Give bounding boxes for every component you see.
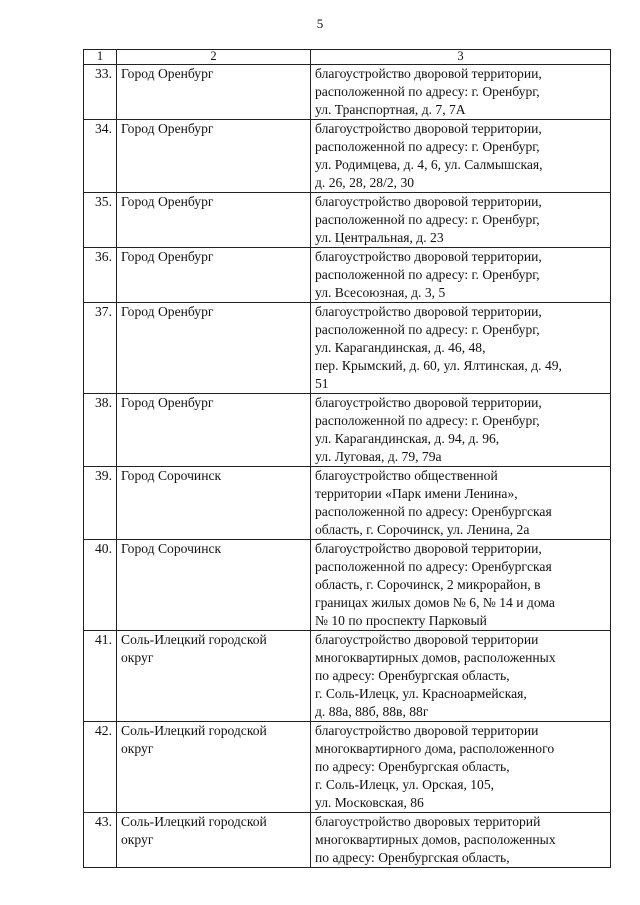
municipality-name: Город Оренбург [117,65,311,120]
municipality-name: Город Оренбург [117,193,311,248]
project-description: благоустройство дворовой территории многоквартирных домов, расположенных по адресу: Оренбургская область, г. Соль-Илецк, ул. Красноармейская, д. 88а, 88б, 88в, 88г [311,631,611,722]
municipality-name: Город Оренбург [117,120,311,193]
project-description: благоустройство дворовой территории, расположенной по адресу: г. Оренбург, ул. Карагандинская, д. 46, 48, пер. Крымский, д. 60, ул. Ялтинская, д. 49, 51 [311,303,611,394]
row-number: 37. [84,303,117,394]
row-number: 33. [84,65,117,120]
table-row [84,813,611,868]
row-number: 42. [84,722,117,813]
municipality-name: Город Оренбург [117,394,311,467]
row-number: 34. [84,120,117,193]
project-description: благоустройство дворовой территории, расположенной по адресу: г. Оренбург, ул. Карагандинская, д. 94, д. 96, ул. Луговая, д. 79, 79а [311,394,611,467]
column-header-3: 3 [311,50,611,65]
municipality-name: Город Оренбург [117,303,311,394]
project-description: благоустройство дворовой территории, расположенной по адресу: Оренбургская область, г. Сорочинск, 2 микрорайон, в границах жилых домов № 6, № 14 и дома № 10 по проспекту Парковый [311,540,611,631]
row-number: 35. [84,193,117,248]
row-number: 38. [84,394,117,467]
column-header-2: 2 [117,50,311,65]
project-description: благоустройство дворовой территории многоквартирного дома, расположенного по адресу: Оренбургская область, г. Соль-Илецк, ул. Орская, 105, ул. Московская, 86 [311,722,611,813]
project-description: благоустройство дворовой территории, расположенной по адресу: г. Оренбург, ул. Центральная, д. 23 [311,193,611,248]
projects-table [83,49,611,868]
municipality-name: Город Оренбург [117,248,311,303]
municipality-name: Соль-Илецкий городской округ [117,722,311,813]
table-header-row [84,50,611,65]
table-row [84,631,611,722]
row-number: 43. [84,813,117,868]
table-row [84,303,611,394]
municipality-name: Город Сорочинск [117,540,311,631]
project-description: благоустройство дворовой территории, расположенной по адресу: г. Оренбург, ул. Транспортная, д. 7, 7А [311,65,611,120]
row-number: 39. [84,467,117,540]
table-row [84,193,611,248]
table-row [84,120,611,193]
table-row [84,65,611,120]
municipality-name: Соль-Илецкий городской округ [117,631,311,722]
table-row [84,467,611,540]
row-number: 36. [84,248,117,303]
column-header-1: 1 [84,50,117,65]
project-description: благоустройство дворовой территории, расположенной по адресу: г. Оренбург, ул. Родимцева, д. 4, 6, ул. Салмышская, д. 26, 28, 28/2, 30 [311,120,611,193]
row-number: 41. [84,631,117,722]
table-row [84,540,611,631]
project-description: благоустройство дворовой территории, расположенной по адресу: г. Оренбург, ул. Всесоюзная, д. 3, 5 [311,248,611,303]
project-description: благоустройство дворовых территорий многоквартирных домов, расположенных по адресу: Оренбургская область, [311,813,611,868]
municipality-name: Город Сорочинск [117,467,311,540]
municipality-name: Соль-Илецкий городской округ [117,813,311,868]
table-row [84,248,611,303]
project-description: благоустройство общественной территории «Парк имени Ленина», расположенной по адресу: Оренбургская область, г. Сорочинск, ул. Ленина, 2а [311,467,611,540]
table-row [84,722,611,813]
row-number: 40. [84,540,117,631]
page-number: 5 [316,16,324,31]
table-row [84,394,611,467]
